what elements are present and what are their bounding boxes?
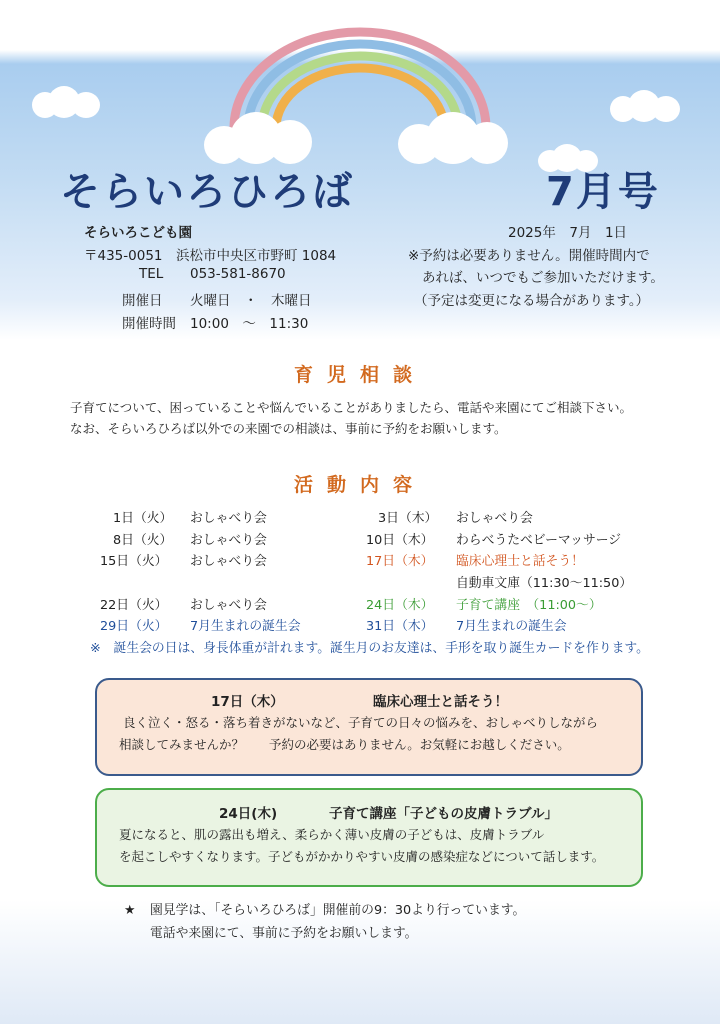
schedule-date: 10日（木） — [366, 533, 434, 548]
schedule-event: 臨床心理士と話そう！ — [456, 554, 584, 569]
issue-date: 2025年 7月 1日 — [508, 225, 628, 241]
schedule-event: わらべうたベビーマッサージ — [456, 533, 622, 548]
issue-label: 7月号 — [546, 169, 660, 215]
schedule-date: 1日（火） — [113, 511, 173, 526]
activities-heading: 活動内容 — [293, 474, 426, 496]
schedule-event: 7月生まれの誕生会 — [190, 619, 301, 634]
newsletter-title: そらいろひろば — [60, 169, 354, 215]
box-title: 子育て講座「子どもの皮膚トラブル」 — [329, 806, 558, 822]
schedule-date: 8日（火） — [113, 533, 173, 548]
star-icon: ★ — [124, 903, 136, 918]
schedule-event: おしゃべり会 — [190, 511, 267, 526]
schedule-event: おしゃべり会 — [456, 511, 533, 526]
schedule-event: 子育て講座 （11:00～） — [456, 598, 602, 613]
box-text: 相談してみませんか？ 予約の必要はありません。お気軽にお越しください。 — [119, 737, 570, 752]
box-text: 良く泣く・怒る・落ち着きがないなど、子育ての日々の悩みを、おしゃべりしながら — [123, 715, 599, 730]
schedule-date: 29日（火） — [100, 619, 168, 634]
org-name: そらいろこども園 — [84, 225, 192, 241]
consult-heading: 育児相談 — [293, 364, 426, 386]
days-value: 火曜日 ・ 木曜日 — [190, 293, 312, 309]
box-date: 17日（木） — [211, 694, 284, 710]
box-text: を起こしやすくなります。子どもがかかりやすい皮膚の感染症などについて話します。 — [119, 849, 605, 864]
consult-text: 子育てについて、困っていることや悩んでいることがありましたら、電話や来園にてご相談下さい。 — [70, 400, 633, 415]
schedule-date: 31日（木） — [366, 619, 434, 634]
tel-number: 053-581-8670 — [190, 266, 286, 282]
hours-label: 開催時間 — [122, 316, 176, 332]
box-date: 24日(木) — [219, 806, 278, 822]
box-text: 夏になると、肌の露出も増え、柔らかく薄い皮膚の子どもは、皮膚トラブル — [119, 827, 545, 842]
activities-note: ※ 誕生会の日は、身長体重が計れます。誕生月のお友達は、手形を取り誕生カードを作ります。 — [90, 641, 649, 656]
schedule-event: おしゃべり会 — [190, 554, 267, 569]
psychologist-event-box — [95, 678, 643, 776]
schedule-event: おしゃべり会 — [190, 598, 267, 613]
schedule-event: おしゃべり会 — [190, 533, 267, 548]
footer-text: 電話や来園にて、事前に予約をお願いします。 — [150, 926, 418, 941]
schedule-date: 3日（木） — [378, 511, 438, 526]
tel-label: TEL — [139, 266, 164, 282]
schedule-event: 自動車文庫（11:30～11:50） — [456, 576, 633, 591]
consult-text: なお、そらいろひろば以外での来園での相談は、事前に予約をお願いします。 — [70, 421, 507, 436]
notice-line: あれば、いつでもご参加いただけます。 — [422, 270, 664, 286]
box-title: 臨床心理士と話そう！ — [373, 694, 508, 710]
days-label: 開催日 — [122, 293, 163, 309]
schedule-date: 17日（木） — [366, 554, 434, 569]
org-address: 〒435-0051 浜松市中央区市野町 1084 — [84, 248, 337, 264]
schedule-event: 7月生まれの誕生会 — [456, 619, 567, 634]
parenting-course-box — [95, 788, 643, 887]
notice-line: （予定は変更になる場合があります。） — [414, 293, 650, 309]
hours-value: 10:00 ～ 11:30 — [190, 316, 309, 332]
schedule-date: 24日（木） — [366, 598, 434, 613]
footer-text: 園見学は、「そらいろひろば」開催前の9：30より行っています。 — [150, 903, 526, 918]
schedule-date: 15日（火） — [100, 554, 168, 569]
notice-line: ※予約は必要ありません。開催時間内で — [408, 248, 650, 264]
schedule-date: 22日（火） — [100, 598, 168, 613]
